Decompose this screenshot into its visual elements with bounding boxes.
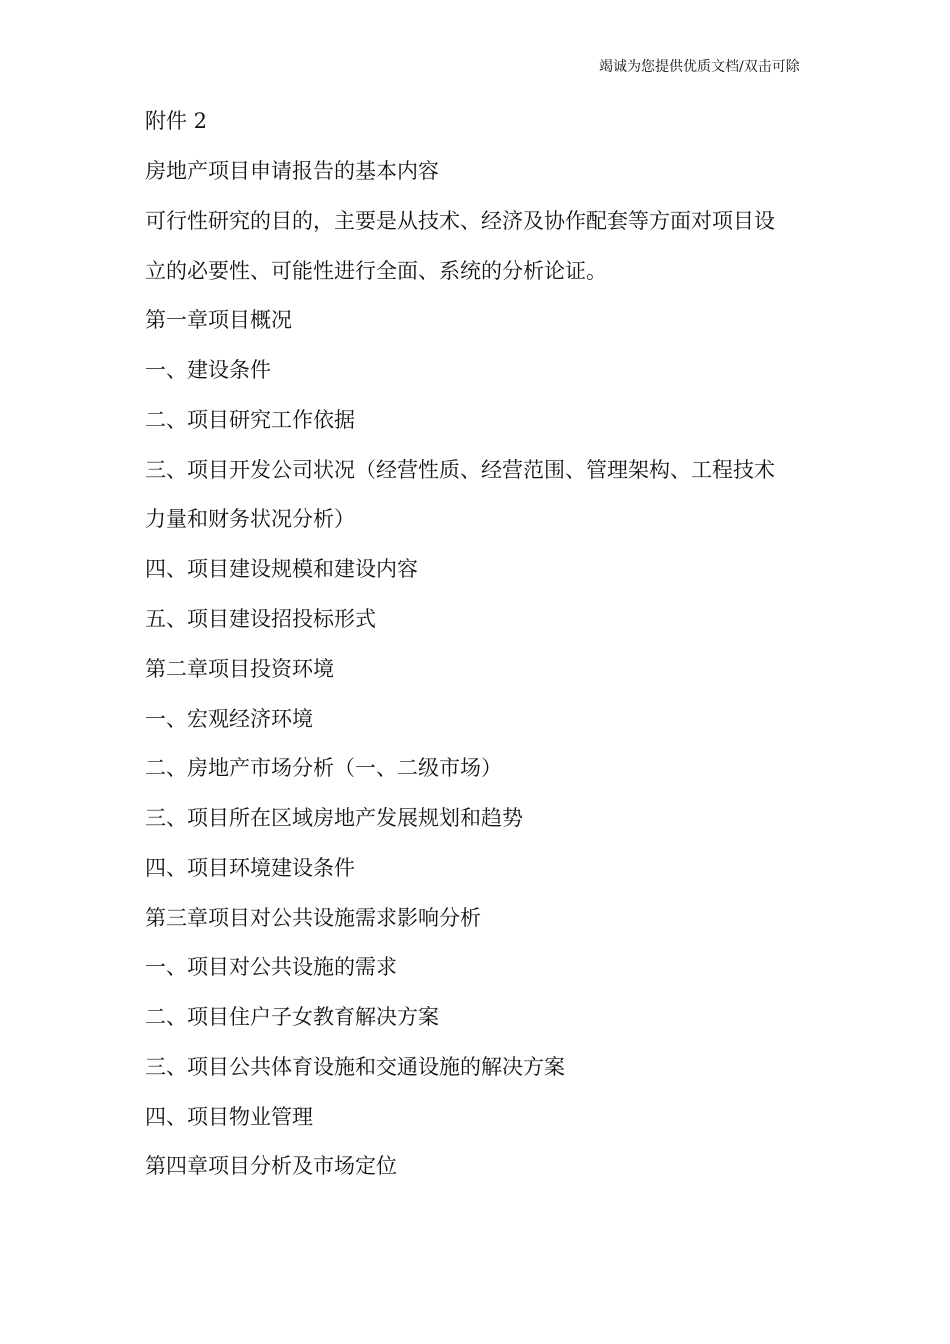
section-item: 三、项目所在区域房地产发展规划和趋势: [145, 806, 523, 830]
section-item: 四、项目建设规模和建设内容: [145, 557, 418, 581]
section-item: 三、项目公共体育设施和交通设施的解决方案: [145, 1055, 565, 1079]
document-title: 房地产项目申请报告的基本内容: [145, 159, 439, 183]
section-item: 一、建设条件: [145, 358, 271, 382]
intro-paragraph-line-1: 可行性研究的目的，主要是从技术、经济及协作配套等方面对项目设: [145, 209, 775, 233]
section-item: 三、项目开发公司状况（经营性质、经营范围、管理架构、工程技术: [145, 458, 775, 482]
section-item: 二、项目住户子女教育解决方案: [145, 1005, 439, 1029]
header-note: 竭诚为您提供优质文档/双击可除: [599, 59, 800, 75]
chapter-heading: 第四章项目分析及市场定位: [145, 1154, 397, 1178]
section-item: 二、房地产市场分析（一、二级市场）: [145, 756, 502, 780]
section-item: 一、宏观经济环境: [145, 707, 313, 731]
intro-paragraph-line-2: 立的必要性、可能性进行全面、系统的分析论证。: [145, 259, 607, 283]
chapter-heading: 第一章项目概况: [145, 308, 292, 332]
attachment-label: 附件 2: [145, 109, 208, 133]
section-item: 四、项目物业管理: [145, 1105, 313, 1129]
section-item: 二、项目研究工作依据: [145, 408, 355, 432]
chapter-heading: 第二章项目投资环境: [145, 657, 334, 681]
section-item-continuation: 力量和财务状况分析）: [145, 507, 355, 531]
chapter-heading: 第三章项目对公共设施需求影响分析: [145, 906, 481, 930]
section-item: 五、项目建设招投标形式: [145, 607, 376, 631]
section-item: 四、项目环境建设条件: [145, 856, 355, 880]
section-item: 一、项目对公共设施的需求: [145, 955, 397, 979]
